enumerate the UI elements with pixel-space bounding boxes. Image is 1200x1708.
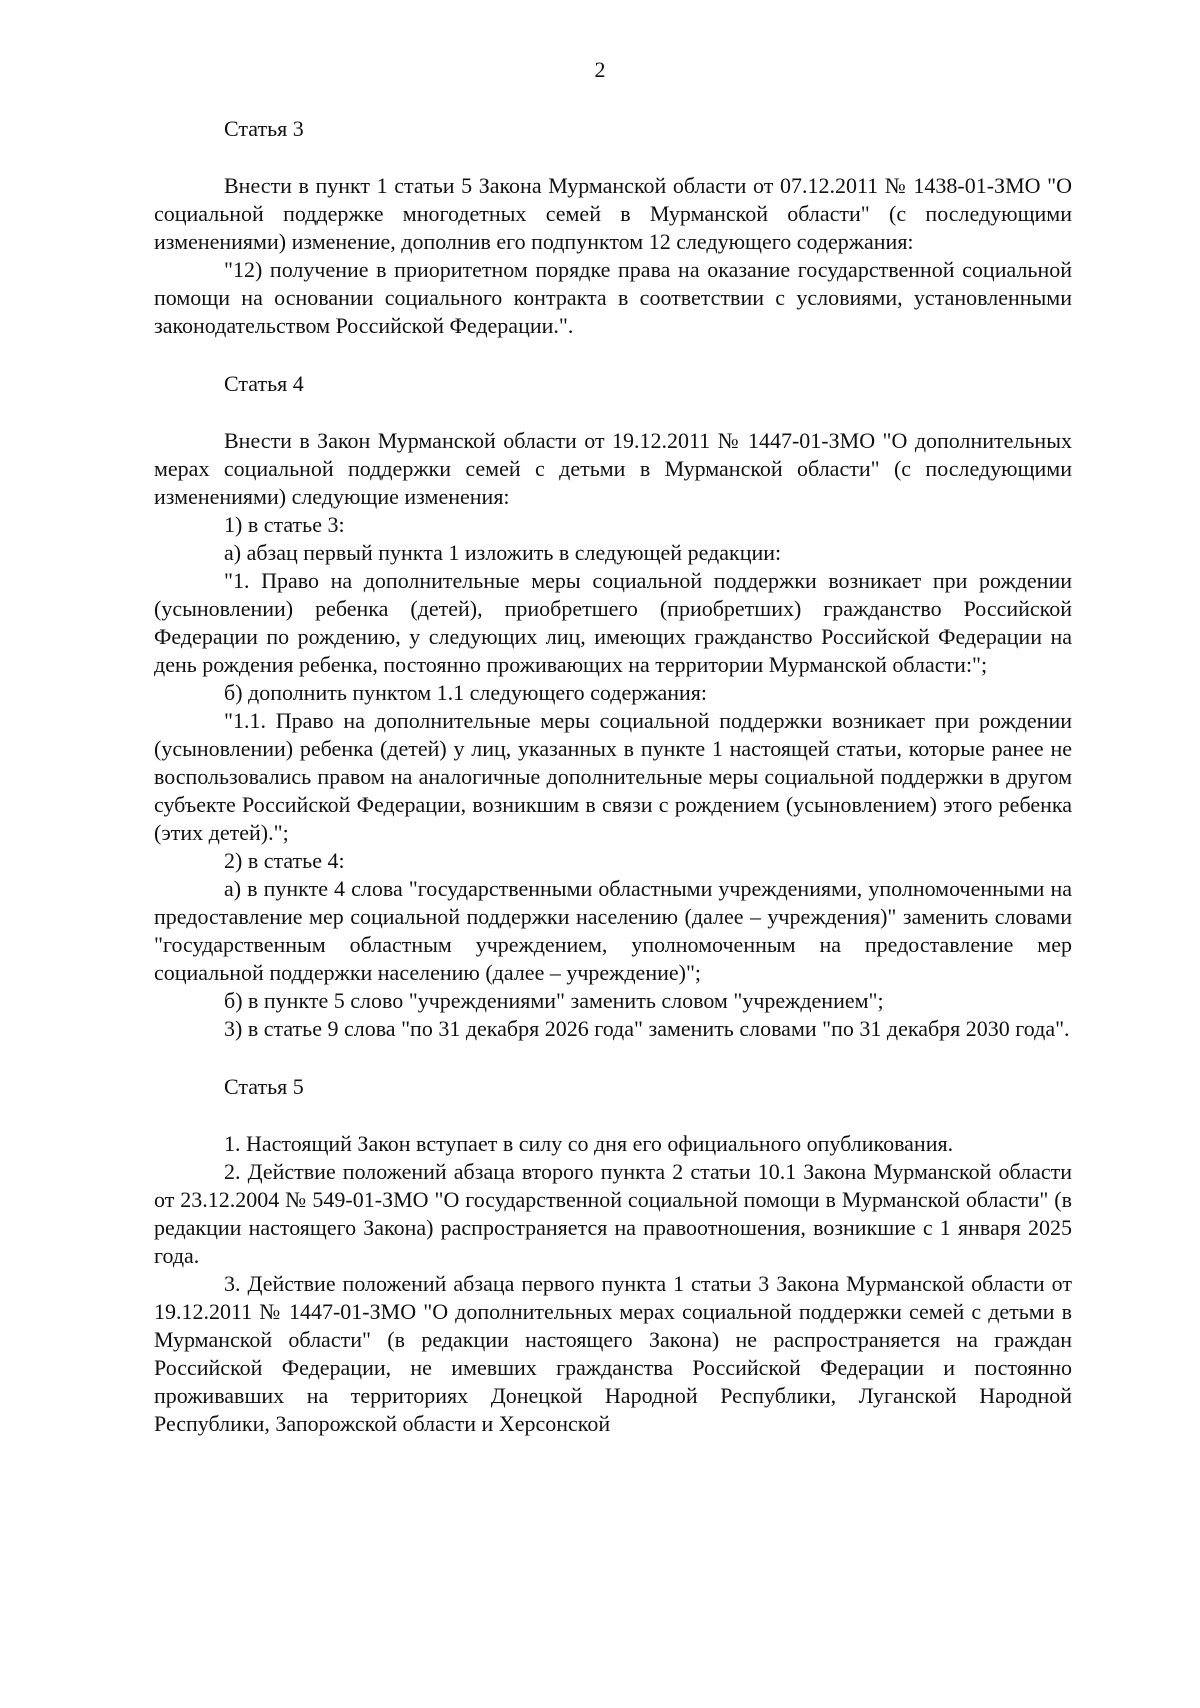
- paragraph: Внести в Закон Мурманской области от 19.12.2011 № 1447-01-ЗМО "О дополнительных мерах социальной поддержки семей с детьми в Мурманской области" (с последующими изменениями) следующие изменения:: [154, 428, 1072, 509]
- document-body: [154, 114, 1072, 1438]
- paragraph: 1. Настоящий Закон вступает в силу со дня его официального опубликования.: [224, 1131, 954, 1156]
- page-number: 2: [594, 57, 606, 82]
- paragraph: а) в пункте 4 слова "государственными областными учреждениями, уполномоченными на предоставление мер социальной поддержки населению (далее – учреждения)" заменить словами "государственным областным учреждением, уполномоченным на предоставление мер социальной поддержки населению (далее – учреждение)";: [154, 876, 1072, 985]
- paragraph: 3) в статье 9 слова "по 31 декабря 2026 года" заменить словами "по 31 декабря 2030 года".: [224, 1016, 1070, 1041]
- paragraph: "1.1. Право на дополнительные меры социальной поддержки возникает при рождении (усыновлении) ребенка (детей) у лиц, указанных в пункте 1 настоящей статьи, которые ранее не воспользовались правом на аналогичные дополнительные меры социальной поддержки в другом субъекте Российской Федерации, возникшим в связи с рождением (усыновлением) этого ребенка (этих детей).";: [154, 708, 1072, 845]
- article-title: Статья 5: [224, 1074, 304, 1099]
- paragraph: "1. Право на дополнительные меры социальной поддержки возникает при рождении (усыновлении) ребенка (детей), приобретшего (приобретших) гражданство Российской Федерации по рождению, у следующих лиц, имеющих гражданство Российской Федерации на день рождения ребенка, постоянно проживающих на территории Мурманской области:";: [154, 568, 1072, 677]
- paragraph: 2) в статье 4:: [224, 848, 345, 873]
- paragraph: б) дополнить пунктом 1.1 следующего содержания:: [224, 680, 708, 705]
- paragraph: Внести в пункт 1 статьи 5 Закона Мурманской области от 07.12.2011 № 1438-01-ЗМО "О социальной поддержке многодетных семей в Мурманской области" (с последующими изменениями) изменение, дополнив его подпунктом 12 следующего содержания:: [154, 173, 1072, 254]
- article-4: [154, 369, 1072, 1043]
- paragraph: 3. Действие положений абзаца первого пункта 1 статьи 3 Закона Мурманской области от 19.12.2011 № 1447-01-ЗМО "О дополнительных мерах социальной поддержки семей с детьми в Мурманской области" (в редакции настоящего Закона) не распространяется на граждан Российской Федерации, не имевших гражданства Российской Федерации и постоянно проживавших на территориях Донецкой Народной Республики, Луганской Народной Республики, Запорожской области и Херсонской: [154, 1271, 1072, 1436]
- paragraph: а) абзац первый пункта 1 изложить в следующей редакции:: [224, 540, 782, 565]
- article-5: [154, 1072, 1072, 1438]
- article-3: [154, 114, 1072, 340]
- paragraph: 2. Действие положений абзаца второго пункта 2 статьи 10.1 Закона Мурманской области от 23.12.2004 № 549-01-ЗМО "О государственной социальной помощи в Мурманской области" (в редакции настоящего Закона) распространяется на правоотношения, возникшие с 1 января 2025 года.: [154, 1159, 1072, 1268]
- article-title: Статья 4: [224, 371, 304, 396]
- article-title: Статья 3: [224, 116, 304, 141]
- paragraph: 1) в статье 3:: [224, 512, 345, 537]
- paragraph: "12) получение в приоритетном порядке права на оказание государственной социальной помощи на основании социального контракта в соответствии с условиями, установленными законодательством Российской Федерации.".: [154, 257, 1072, 338]
- paragraph: б) в пункте 5 слово "учреждениями" заменить словом "учреждением";: [224, 988, 884, 1013]
